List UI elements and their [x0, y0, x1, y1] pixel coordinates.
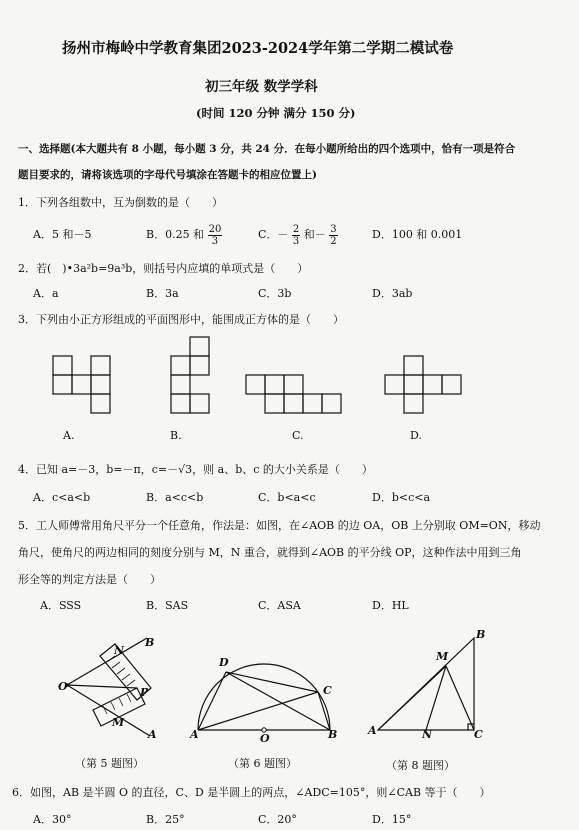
fig8-label-n: N: [422, 728, 433, 741]
q1-c-numerator2: 3: [330, 223, 337, 235]
q1-option-c-text: C．－: [258, 228, 289, 241]
q2-option-a: A．a: [33, 287, 59, 300]
q4-option-a: A．c<a<b: [33, 491, 91, 504]
q3-stem: 3．下列由小正方形组成的平面图形中，能围成正方体的是（ ）: [18, 313, 344, 326]
fig5-caption: （第 5 题图）: [75, 757, 144, 770]
q5-line1: 5．工人师傅常用角尺平分一个任意角，作法是：如图，在∠AOB 的边 OA，OB 上分别取 OM=ON，移动: [18, 519, 541, 532]
q1-c-denominator2: 2: [330, 235, 337, 247]
q1-option-b: [146, 220, 222, 250]
q3-option-b: B.: [170, 429, 182, 442]
fig6-label-a: A: [190, 728, 199, 741]
q1-option-b-fraction: [208, 224, 223, 247]
q5-line3: 形全等的判定方法是（ ）: [18, 573, 161, 586]
q6-option-b: B．25°: [146, 813, 185, 826]
q2-option-c: C．3b: [258, 287, 292, 300]
net-c: [246, 375, 341, 413]
net-d: [385, 356, 461, 413]
fig6-label-o: O: [260, 732, 270, 745]
exam-title: 扬州市梅岭中学教育集团2023-2024学年第二学期二模试卷: [62, 40, 454, 57]
figure-8: [370, 630, 490, 740]
fig5-label-a: A: [148, 728, 157, 741]
exam-meta: (时间 120 分钟 满分 150 分): [196, 106, 356, 120]
q5-option-d: D．HL: [372, 599, 409, 612]
q5-option-c: C．ASA: [258, 599, 301, 612]
exam-subtitle: 初三年级 数学学科: [205, 79, 318, 95]
fig8-label-c: C: [474, 728, 483, 741]
q5-option-a: A．SSS: [40, 599, 82, 612]
fig5-label-o: O: [58, 680, 68, 693]
q1-option-b-text: B．0.25 和: [146, 228, 205, 241]
q1-option-d: D．100 和 0.001: [372, 228, 463, 241]
figure-6: [190, 640, 340, 740]
fig6-caption: （第 6 题图）: [228, 757, 297, 770]
q4-option-d: D．b<c<a: [372, 491, 431, 504]
fig5-label-b: B: [145, 636, 155, 649]
section1-intro-line2: 题目要求的，请将该选项的字母代号填涂在答题卡的相应位置上): [18, 169, 317, 181]
q4-stem: 4．已知 a=－3，b=－π，c=－√3，则 a、b、c 的大小关系是（ ）: [18, 463, 373, 476]
q4-option-b: B．a<c<b: [146, 491, 204, 504]
q6-option-c: C．20°: [258, 813, 297, 826]
q1-b-numerator: 20: [208, 223, 222, 235]
fig6-label-c: C: [323, 684, 332, 697]
fig6-label-d: D: [219, 656, 229, 669]
q1-option-c-fraction1: [292, 224, 300, 247]
fig8-label-m: M: [436, 650, 449, 663]
q1-c-denominator1: 3: [292, 235, 300, 247]
q1-option-c: [258, 220, 338, 250]
q6-stem: 6．如图，AB 是半圆 O 的直径，C、D 是半圆上的两点，∠ADC=105°，则∠CAB 等于（ ）: [12, 786, 491, 799]
q3-option-d: D.: [410, 429, 422, 442]
net-b: [171, 337, 209, 413]
fig5-label-p: P: [140, 686, 149, 699]
q6-option-d: D．15°: [372, 813, 412, 826]
q1-stem: 1．下列各组数中，互为倒数的是（ ）: [18, 196, 223, 209]
fig6-label-b: B: [328, 728, 338, 741]
fig8-caption: （第 8 题图）: [386, 759, 455, 772]
q2-option-d: D．3ab: [372, 287, 413, 300]
net-a: [53, 356, 110, 413]
q1-option-c-mid: 和－: [303, 228, 326, 241]
q1-c-numerator1: 2: [292, 223, 300, 235]
q3-option-c: C.: [292, 429, 304, 442]
q4-option-c: C．b<a<c: [258, 491, 316, 504]
q2-stem: 2．若( )•3a²b=9a³b，则括号内应填的单项式是（ ）: [18, 262, 309, 275]
q1-option-a: A．5 和－5: [33, 228, 92, 241]
q3-nets: [0, 330, 579, 430]
q6-option-a: A．30°: [33, 813, 72, 826]
q5-option-b: B．SAS: [146, 599, 189, 612]
q1-option-c-fraction2: [329, 224, 337, 247]
fig8-label-a: A: [368, 724, 377, 737]
fig5-label-m: M: [112, 716, 125, 729]
fig5-label-n: N: [114, 644, 125, 657]
section1-intro-line1: 一、选择题(本大题共有 8 小题，每小题 3 分，共 24 分．在每小题所给出的四个选项中，恰有一项是符合: [18, 143, 516, 155]
q3-option-a: A.: [63, 429, 75, 442]
q1-b-denominator: 3: [211, 235, 219, 247]
q5-line2: 角尺，使角尺的两边相同的刻度分别与 M，N 重合，就得到∠AOB 的平分线 OP，这种作法中用到三角: [18, 546, 522, 559]
q2-option-b: B．3a: [146, 287, 179, 300]
fig8-label-b: B: [476, 628, 486, 641]
